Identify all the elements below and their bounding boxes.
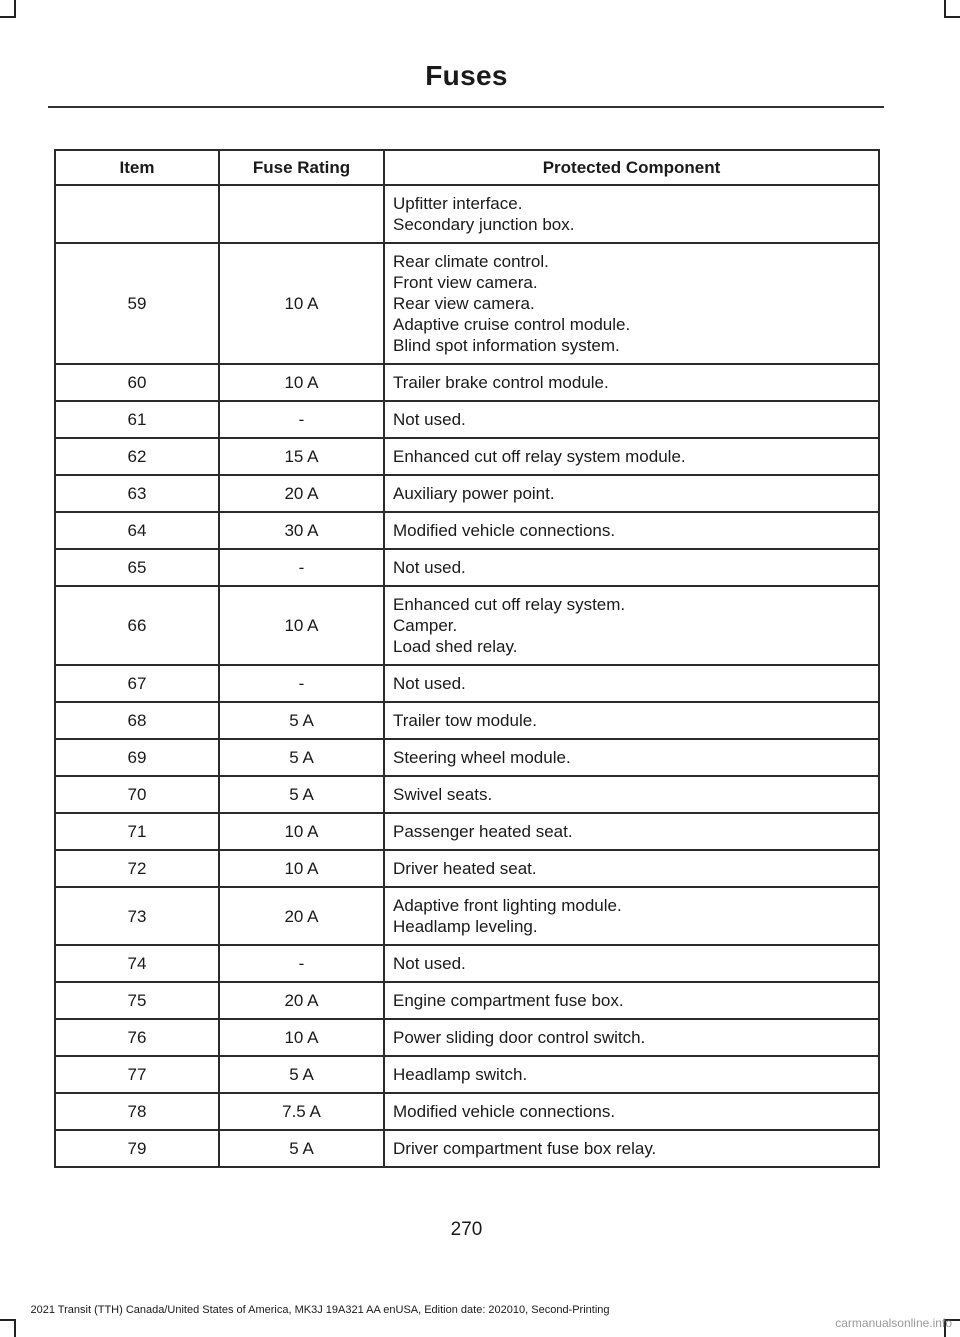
protected-component-cell (384, 401, 879, 438)
protected-component-cell (384, 702, 879, 739)
protected-component: Enhanced cut off relay system module. (393, 447, 686, 466)
fuse-rating: 5 A (219, 739, 384, 776)
protected-component: Not used. (393, 954, 466, 973)
crop-mark (0, 16, 16, 18)
fuse-item-number: 73 (55, 887, 219, 945)
protected-component: Not used. (393, 410, 466, 429)
protected-component: Adaptive front lighting module. (393, 896, 622, 915)
protected-component: Headlamp switch. (393, 1065, 528, 1084)
table-row (55, 512, 879, 549)
fuse-rating: 20 A (219, 982, 384, 1019)
crop-mark (0, 1319, 16, 1321)
fuse-item-number: 78 (55, 1093, 219, 1130)
fuse-rating: 5 A (219, 1130, 384, 1167)
table-row (55, 438, 879, 475)
fuse-item-number: 72 (55, 850, 219, 887)
protected-component: Blind spot information system. (393, 336, 620, 355)
table-row (55, 739, 879, 776)
page-title: Fuses (425, 60, 508, 91)
fuse-item-number: 76 (55, 1019, 219, 1056)
protected-component-cell (384, 982, 879, 1019)
fuse-rating: 5 A (219, 1056, 384, 1093)
table-row (55, 850, 879, 887)
crop-mark (944, 16, 960, 18)
table-row (55, 1019, 879, 1056)
table-row (55, 475, 879, 512)
fuse-item-number: 75 (55, 982, 219, 1019)
protected-component: Adaptive cruise control module. (393, 315, 631, 334)
table-row (55, 185, 879, 243)
protected-component: Secondary junction box. (393, 215, 575, 234)
protected-component: Driver compartment fuse box relay. (393, 1139, 657, 1158)
table-row (55, 1130, 879, 1167)
table-row (55, 1056, 879, 1093)
table-row (55, 945, 879, 982)
fuse-rating: 20 A (219, 475, 384, 512)
fuse-item-number: 66 (55, 586, 219, 665)
protected-component: Rear climate control. (393, 252, 549, 271)
protected-component-cell (384, 1093, 879, 1130)
table-row (55, 586, 879, 665)
fuse-rating: - (219, 549, 384, 586)
page-number: 270 (450, 1219, 483, 1240)
protected-component: Enhanced cut off relay system. (393, 595, 626, 614)
protected-component: Not used. (393, 674, 466, 693)
fuse-rating: 10 A (219, 813, 384, 850)
column-header-item: Item (55, 150, 219, 185)
table-row (55, 982, 879, 1019)
fuse-rating: 5 A (219, 776, 384, 813)
fuse-item-number (55, 185, 219, 243)
protected-component: Modified vehicle connections. (393, 521, 616, 540)
fuse-item-number: 69 (55, 739, 219, 776)
protected-component: Not used. (393, 558, 466, 577)
protected-component: Trailer tow module. (393, 711, 537, 730)
table-row (55, 1093, 879, 1130)
protected-component-cell (384, 549, 879, 586)
protected-component: Load shed relay. (393, 637, 518, 656)
fuse-rating: 7.5 A (219, 1093, 384, 1130)
table-row (55, 243, 879, 364)
fuse-item-number: 59 (55, 243, 219, 364)
protected-component-cell (384, 665, 879, 702)
fuse-rating: 10 A (219, 1019, 384, 1056)
fuse-item-number: 63 (55, 475, 219, 512)
protected-component: Steering wheel module. (393, 748, 571, 767)
fuse-rating: 30 A (219, 512, 384, 549)
protected-component: Camper. (393, 616, 458, 635)
table-body (55, 185, 879, 1167)
protected-component: Power sliding door control switch. (393, 1028, 646, 1047)
protected-component-cell (384, 1130, 879, 1167)
fuse-item-number: 68 (55, 702, 219, 739)
protected-component: Passenger heated seat. (393, 822, 573, 841)
fuse-rating (219, 185, 384, 243)
watermark: carmanualsonline.info (835, 1316, 952, 1330)
protected-component: Upfitter interface. (393, 194, 523, 213)
protected-component: Modified vehicle connections. (393, 1102, 616, 1121)
fuse-item-number: 67 (55, 665, 219, 702)
fuse-item-number: 79 (55, 1130, 219, 1167)
table-row (55, 776, 879, 813)
protected-component: Front view camera. (393, 273, 538, 292)
fuse-rating: 10 A (219, 586, 384, 665)
title-divider (48, 106, 884, 108)
table-row (55, 364, 879, 401)
protected-component: Auxiliary power point. (393, 484, 555, 503)
fuse-item-number: 61 (55, 401, 219, 438)
fuse-item-number: 70 (55, 776, 219, 813)
table-row (55, 887, 879, 945)
footer-text: 2021 Transit (TTH) Canada/United States of America, MK3J 19A321 AA enUSA, Edition date: 202010, Second-Printing (30, 1304, 610, 1316)
protected-component-cell (384, 945, 879, 982)
fuse-rating: 10 A (219, 850, 384, 887)
table-row (55, 401, 879, 438)
fuse-item-number: 64 (55, 512, 219, 549)
protected-component-cell (384, 1056, 879, 1093)
protected-component-cell (384, 850, 879, 887)
fuse-rating: 10 A (219, 243, 384, 364)
protected-component: Trailer brake control module. (393, 373, 609, 392)
column-header-fuse-rating: Fuse Rating (219, 150, 384, 185)
fuse-rating: 5 A (219, 702, 384, 739)
fuse-rating: - (219, 665, 384, 702)
crop-mark (14, 1319, 16, 1337)
table-row (55, 549, 879, 586)
protected-component-cell (384, 1019, 879, 1056)
protected-component-cell (384, 185, 879, 243)
fuse-rating: 10 A (219, 364, 384, 401)
protected-component-cell (384, 887, 879, 945)
protected-component-cell (384, 438, 879, 475)
protected-component: Rear view camera. (393, 294, 535, 313)
fuse-rating: - (219, 945, 384, 982)
table-row (55, 665, 879, 702)
fuse-item-number: 65 (55, 549, 219, 586)
fuse-item-number: 60 (55, 364, 219, 401)
fuse-item-number: 62 (55, 438, 219, 475)
table-header-row (55, 150, 879, 185)
fuse-item-number: 71 (55, 813, 219, 850)
protected-component-cell (384, 512, 879, 549)
fuse-table (54, 149, 880, 1168)
protected-component-cell (384, 586, 879, 665)
column-header-protected-component: Protected Component (384, 150, 879, 185)
protected-component-cell (384, 243, 879, 364)
protected-component-cell (384, 475, 879, 512)
protected-component-cell (384, 776, 879, 813)
protected-component-cell (384, 364, 879, 401)
fuse-item-number: 74 (55, 945, 219, 982)
protected-component-cell (384, 813, 879, 850)
fuse-rating: 15 A (219, 438, 384, 475)
protected-component: Driver heated seat. (393, 859, 537, 878)
protected-component: Headlamp leveling. (393, 917, 538, 936)
protected-component: Engine compartment fuse box. (393, 991, 624, 1010)
protected-component: Swivel seats. (393, 785, 493, 804)
fuse-rating: - (219, 401, 384, 438)
table-row (55, 702, 879, 739)
protected-component-cell (384, 739, 879, 776)
table-row (55, 813, 879, 850)
fuse-item-number: 77 (55, 1056, 219, 1093)
fuse-rating: 20 A (219, 887, 384, 945)
